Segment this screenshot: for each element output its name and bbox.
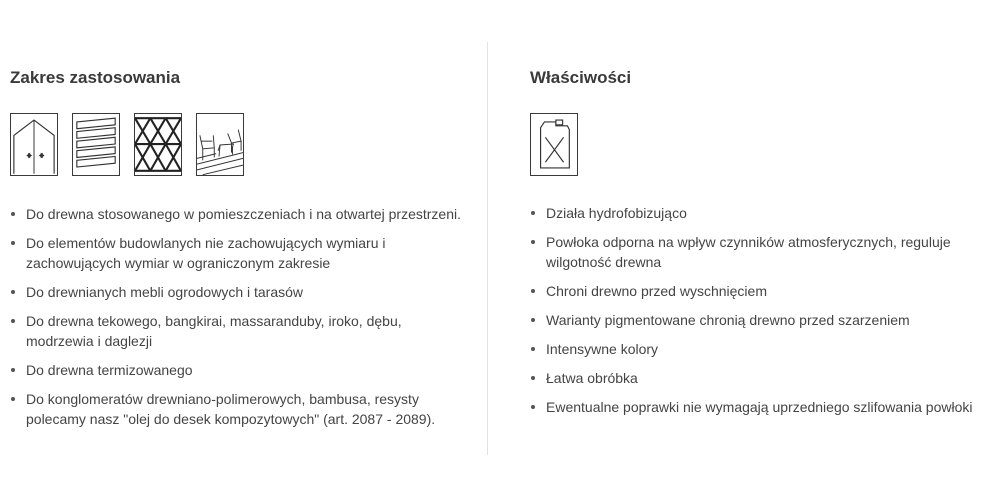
- list-item: Ewentualne poprawki nie wymagają uprzedniego szlifowania powłoki: [530, 397, 995, 417]
- list-item: Do elementów budowlanych nie zachowujących wymiaru i zachowujących wymiar w ograniczonym zakresie: [10, 233, 465, 273]
- column-divider: [487, 42, 488, 455]
- properties-list: [530, 203, 995, 426]
- application-scope-list: [10, 204, 465, 438]
- properties-icons: [530, 113, 578, 176]
- application-scope-title: Zakres zastosowania: [10, 68, 181, 87]
- properties-title: Właściwości: [530, 68, 632, 87]
- list-item: Do drewna termizowanego: [10, 360, 465, 380]
- list-item: Do drewnianych mebli ogrodowych i tarasów: [10, 282, 465, 302]
- list-item: Powłoka odporna na wpływ czynników atmosferycznych, reguluje wilgotność drewna: [530, 232, 995, 272]
- canister-icon: [530, 113, 578, 176]
- list-item: Intensywne kolory: [530, 339, 995, 359]
- list-item: Warianty pigmentowane chronią drewno przed szarzeniem: [530, 310, 995, 330]
- list-item: Łatwa obróbka: [530, 368, 995, 388]
- fence-slats-icon: [72, 113, 120, 176]
- lattice-trellis-icon: [134, 113, 182, 176]
- list-item: Działa hydrofobizująco: [530, 203, 995, 223]
- list-item: Do drewna stosowanego w pomieszczeniach i na otwartej przestrzeni.: [10, 204, 465, 224]
- list-item: Chroni drewno przed wyschnięciem: [530, 281, 995, 301]
- garden-furniture-terrace-icon: [196, 113, 244, 176]
- indoor-outdoor-house-icon: [10, 113, 58, 176]
- list-item: Do drewna tekowego, bangkirai, massaranduby, iroko, dębu, modrzewia i daglezji: [10, 311, 465, 351]
- application-icons: [10, 113, 244, 176]
- list-item: Do konglomeratów drewniano-polimerowych, bambusa, resysty polecamy nasz "olej do desek kompozytowych" (art. 2087 - 2089).: [10, 389, 465, 429]
